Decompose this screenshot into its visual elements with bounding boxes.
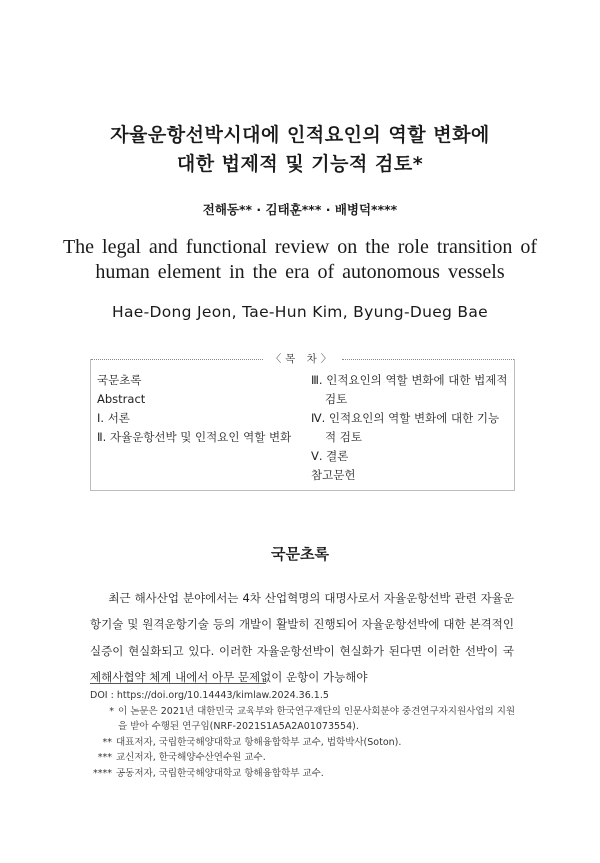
toc-left-column — [97, 371, 303, 447]
toc-item: Abstract — [97, 392, 146, 406]
toc-item: Ⅲ. 인적요인의 역할 변화에 대한 법제적 검토 — [311, 373, 508, 406]
toc-top-rule-right — [342, 359, 514, 361]
footnotes — [90, 688, 520, 781]
footnote-mark: *** — [97, 752, 112, 763]
toc-item: Ⅰ. 서론 — [97, 411, 130, 425]
abstract-body: 최근 해사산업 분야에서는 4차 산업혁명의 대명사로서 자율운항선박 관련 자율운항기술 및 원격운항기술 등의 개발이 활발히 진행되어 자율운항선박에 대한 본격적인 실증이 현실화되고 있다. 이러한 자율운항선박이 현실화가 된다면 이러한 선박이 국제해사협약 체계 내에서 아무 문제없이 운항이 가능해야 — [90, 591, 514, 684]
footnote-mark: ** — [102, 736, 112, 748]
footnote-text: 대표저자, 국립한국해양대학교 항해융합학부 교수, 법학박사(Soton). — [116, 736, 402, 748]
korean-title-line-2: 대한 법제적 및 기능적 검토* — [176, 153, 424, 175]
footnote-2 — [90, 735, 520, 751]
footnote-text: 이 논문은 2021년 대한민국 교육부와 한국연구재단의 인문사회분야 중견연구자지원사업의 지원을 받아 수행된 연구임(NRF-2021S1A5A2A01073554). — [118, 705, 516, 732]
doi-line: DOI : https://doi.org/10.14443/kimlaw.2024.36.1.5 — [90, 690, 329, 701]
english-title-line-2: human element in the era of autonomous vessels — [95, 261, 505, 283]
korean-authors: 전해동** · 김태훈*** · 배병덕**** — [202, 202, 398, 217]
toc-item: 국문초록 — [97, 373, 142, 387]
footnote-text: 교신저자, 한국해양수산연수원 교수. — [116, 752, 266, 763]
toc-item: Ⅱ. 자율운항선박 및 인적요인 역할 변화 — [97, 430, 292, 444]
english-title-line-1: The legal and functional review on the role transition of — [62, 236, 538, 258]
toc-top-rule-left — [91, 359, 263, 361]
toc-right-column — [311, 371, 509, 485]
footnote-mark: **** — [93, 767, 112, 779]
toc-item: Ⅴ. 결론 — [311, 449, 349, 463]
abstract-heading: 국문초록 — [271, 545, 329, 563]
footnote-text: 공동저자, 국립한국해양대학교 항해융합학부 교수. — [116, 767, 324, 779]
table-of-contents — [90, 353, 515, 491]
footnote-mark: * — [109, 705, 114, 717]
footnote-divider — [90, 683, 266, 684]
korean-title-line-1: 자율운항선박시대에 인적요인의 역할 변화에 — [110, 124, 490, 146]
toc-item: 참고문헌 — [311, 468, 356, 482]
footnote-1 — [90, 704, 520, 735]
footnote-3 — [90, 750, 520, 766]
english-authors: Hae-Dong Jeon, Tae-Hun Kim, Byung-Dueg Bae — [112, 303, 488, 321]
footnote-4 — [90, 766, 520, 782]
toc-item: Ⅳ. 인적요인의 역할 변화에 대한 기능적 검토 — [311, 411, 500, 444]
toc-header: 〈목 차〉 — [270, 353, 336, 365]
